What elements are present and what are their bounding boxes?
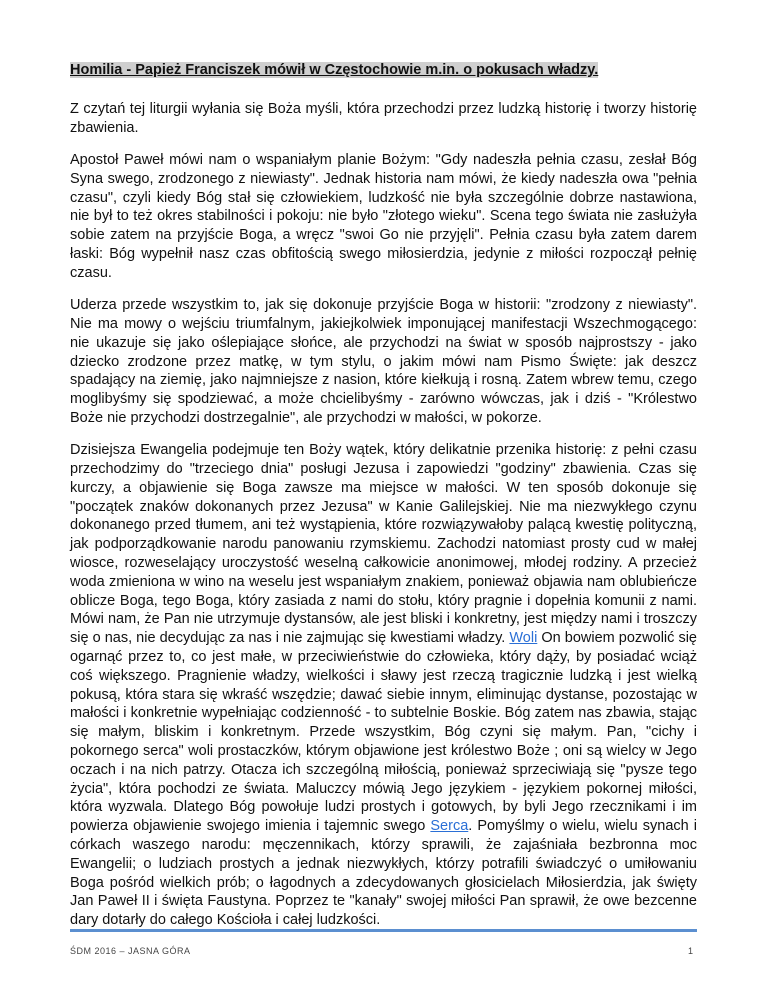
title-block xyxy=(70,60,697,80)
paragraph-1: Z czytań tej liturgii wyłania się Boża myśli, która przechodzi przez ludzką historię i tworzy historię zbawienia. xyxy=(70,101,697,136)
document-title: Homilia - Papież Franciszek mówił w Częstochowie m.in. o pokusach władzy. xyxy=(70,62,599,78)
footer-divider xyxy=(70,929,697,932)
footer-label: ŚDM 2016 – JASNA GÓRA xyxy=(70,946,191,956)
link-serca[interactable]: Serca xyxy=(430,818,469,835)
paragraph-4-part-2: On bowiem pozwolić się ogarnąć przez to, co jest małe, w przeciwieństwie do człowieka, który dąży, by posiadać wciąż coś większego. Pragnienie władzy, wielkości i sławy jest rzeczą tragicznie ludzką i jest wielką pokusą, która stara się wkraść wszędzie; dawać siebie innym, eliminując dystanse, pozostając w małości i konkretnie wypełniając codzienność - to subtelnie Boskie. Bóg zatem nas zbawia, stając się małym, bliskim i konkretnym. Przede wszystkim, Bóg czyni się małym. Pan, "cichy i pokornego serca" woli prostaczków, którym objawione jest królestwo Boże ; oni są wielcy w Jego oczach i na nich patrzy. Otacza ich szczególną miłością, ponieważ sprzeciwiają się "pysze tego życia", która pochodzi ze świata. Maluczcy mówią Jego językiem - językiem pokornej miłości, która wyzwala. Dlatego Bóg powołuje ludzi prostych i gotowych, by byli Jego rzecznikami i im powierza objawienie swojego imienia i tajemnic swego xyxy=(70,630,697,835)
paragraph-4 xyxy=(70,441,697,930)
link-woli[interactable]: Woli xyxy=(509,630,538,647)
paragraph-3: Uderza przede wszystkim to, jak się dokonuje przyjście Boga w historii: "zrodzony z niewiasty". Nie ma mowy o wejściu triumfalnym, jakiejkolwiek imponującej manifestacji Wszechmogącego: nie ukazuje się jako oślepiające słońce, ale przychodzi na świat w sposób najprostszy - jako dziecko zrodzone przez matkę, w tym stylu, o jakim mówi nam Pismo Święte: jak deszcz spadający na ziemię, jako najmniejsze z nasion, które kiełkują i rosną. Zatem wbrew temu, czego moglibyśmy się spodziewać, a może chcielibyśmy - zarówno wówczas, jak i dziś - "Królestwo Boże nie przychodzi dostrzegalnie", ale przychodzi w małości, w pokorze. xyxy=(70,297,697,426)
page-number: 1 xyxy=(688,946,694,956)
paragraph-4-part-3: . Pomyślmy o wielu, wielu synach i córkach waszego narodu: męczennikach, którzy sprawili, że zajaśniała bezbronna moc Ewangelii; o ludziach prostych a jednak niezwykłych, którzy potrafili świadczyć o umiłowaniu Boga pośród wielkich prób; o łagodnych a zdecydowanych głosicielach Miłosierdzia, jak święty Jan Paweł II i święta Faustyna. Poprzez te "kanały" swojej miłości Pan sprawił, że owe bezcenne dary dotarły do całego Kościoła i całej ludzkości. xyxy=(70,818,697,929)
document-body xyxy=(70,60,697,943)
paragraph-4-part-1: Dzisiejsza Ewangelia podejmuje ten Boży wątek, który delikatnie przenika historię: z pełni czasu przechodzimy do "trzeciego dnia" posługi Jezusa i zapowiedzi "godziny" zbawienia. Czas się kurczy, a objawienie się Boga zawsze ma miejsce w małości. W ten sposób dokonuje się "początek znaków dokonanych przez Jezusa" w Kanie Galilejskiej. Nie ma niezwykłego czynu dokonanego przed tłumem, ani też wystąpienia, które rozwiązywałoby palącą kwestię polityczną, jak podporządkowanie narodu panowaniu rzymskiemu. Zachodzi natomiast prosty cud w małej wiosce, rozweselający uroczystość weselną całkowicie anonimowej, młodej rodziny. A przecież woda zmieniona w wino na weselu jest wspaniałym znakiem, ponieważ objawia nam oblubieńcze oblicze Boga, tego Boga, który zasiada z nami do stołu, który pragnie i dopełnia komunii z nami. Mówi nam, że Pan nie utrzymuje dystansów, ale jest bliski i konkretny, jest między nami i troszczy się o nas, nie decydując za nas i nie zajmując się kwestiami władzy. xyxy=(70,442,697,647)
paragraph-2: Apostoł Paweł mówi nam o wspaniałym planie Bożym: "Gdy nadeszła pełnia czasu, zesłał Bóg Syna swego, zrodzonego z niewiasty". Jednak historia nam mówi, że kiedy nadeszła owa "pełnia czasu", czyli kiedy Bóg stał się człowiekiem, ludzkość nie była szczególnie dobrze nastawiona, nie był to też okres stabilności i pokoju: nie było "złotego wieku". Scena tego świata nie zasłużyła sobie zatem na przyjście Boga, a wręcz "swoi Go nie przyjęli". Pełnia czasu była zatem darem łaski: Bóg wypełnił nasz czas obfitością swego miłosierdzia, jedynie z miłości rozpoczął pełnię czasu. xyxy=(70,152,697,281)
